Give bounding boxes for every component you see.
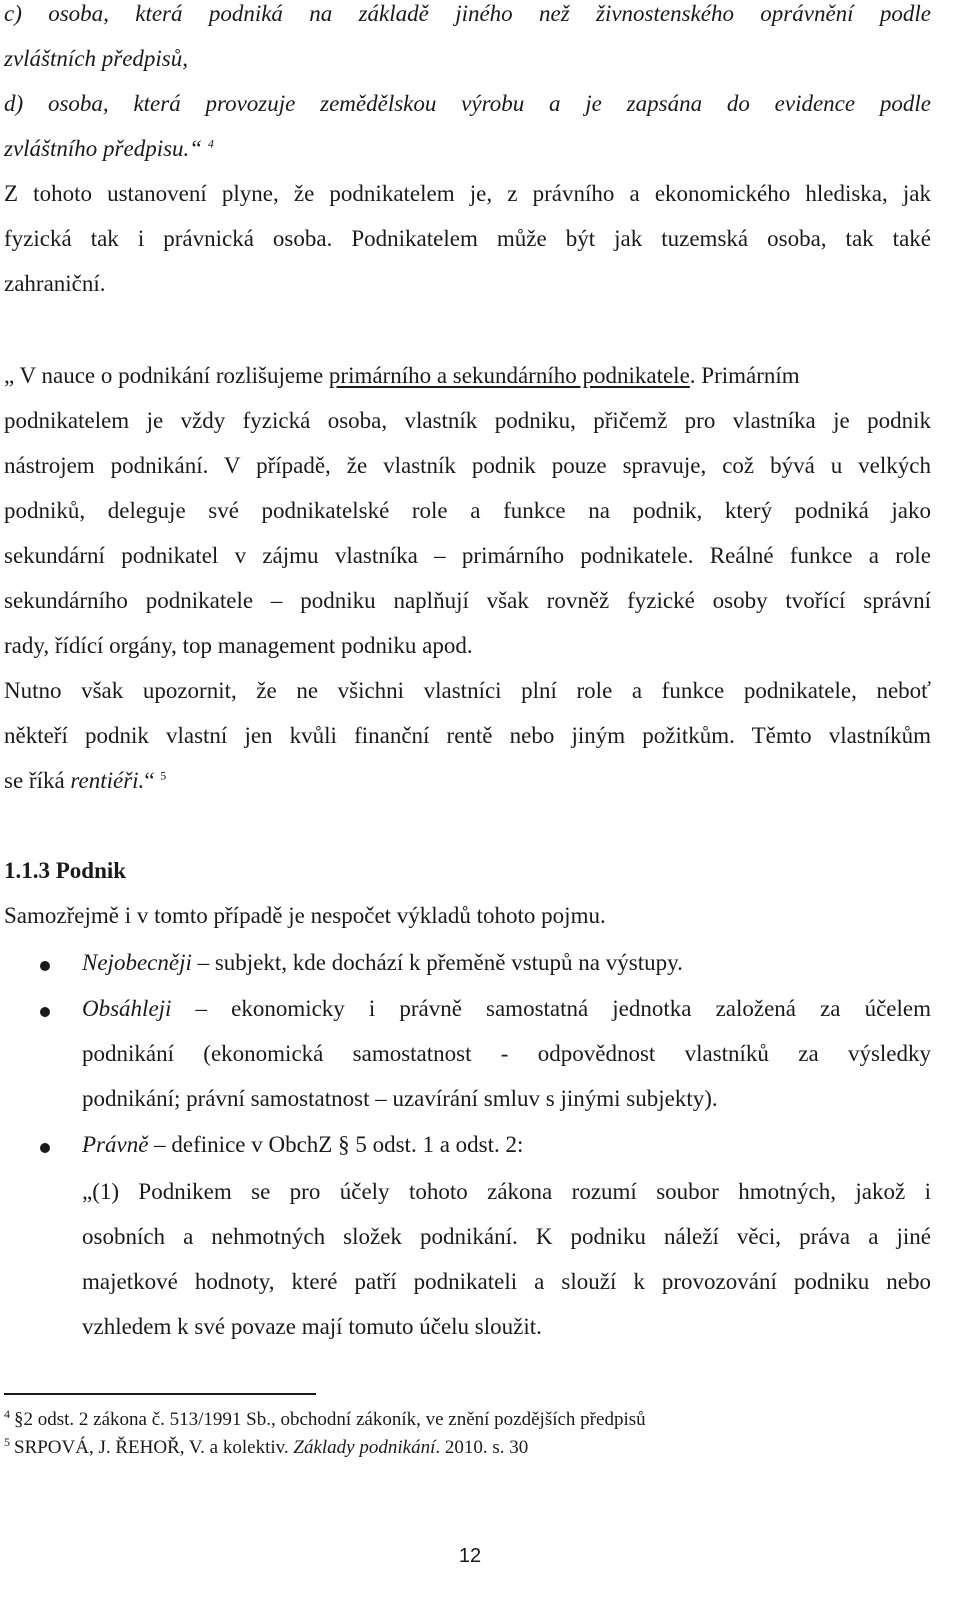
bullet-2-text: – ekonomicky i právně samostatná jednotka založená za účelem: [171, 996, 931, 1021]
bullet-2-italic: Obsáhleji: [82, 996, 172, 1021]
bullet-marker-3: [40, 1143, 50, 1153]
para3-line3: [4, 767, 931, 795]
para3-line1: Nutno však upozornit, že ne všichni vlastníci plní role a funkce podnikatele, neboť: [4, 678, 931, 703]
footnote-ref-4[interactable]: 4: [207, 136, 214, 151]
bullet-1-line1: [82, 949, 931, 977]
para1-line3: zahraniční.: [4, 271, 106, 296]
bullet-3-line1: [82, 1131, 931, 1159]
para2-underlined-term: primárního a sekundárního podnikatele: [328, 363, 690, 388]
bullet-marker-2: [40, 1007, 50, 1017]
para2-line3: nástrojem podnikání. V případě, že vlastník podnik pouze spravuje, což bývá u velkých: [4, 453, 931, 478]
bullet-2-line2: podnikání (ekonomická samostatnost - odpovědnost vlastníků za výsledky: [82, 1041, 931, 1066]
footnote-4-number: 4: [4, 1406, 10, 1421]
list-item-d-text: zvláštního předpisu.“: [4, 136, 203, 161]
bullet-3-quote-line3: majetkové hodnoty, které patří podnikateli a slouží k provozování podniku nebo: [82, 1269, 931, 1294]
list-item-c-line1: c) osoba, která podniká na základě jiného než živnostenského oprávnění podle: [4, 1, 931, 26]
para2-line1-start: „ V nauce o podnikání rozlišujeme: [4, 363, 329, 388]
bullet-3-italic: Právně: [82, 1132, 149, 1157]
list-item-d-line1: d) osoba, která provozuje zemědělskou výrobu a je zapsána do evidence podle: [4, 91, 931, 116]
para2-line2: podnikatelem je vždy fyzická osoba, vlastník podniku, přičemž pro vlastníka je podnik: [4, 408, 931, 433]
bullet-marker-1: [40, 961, 50, 971]
para3-italic-term: rentiéři.: [70, 768, 145, 793]
page-number: 12: [458, 1545, 482, 1567]
bullet-3-quote-line2: osobních a nehmotných složek podnikání. K podniku náleží věci, práva a jiné: [82, 1224, 931, 1249]
para3-line2: někteří podnik vlastní jen kvůli finanční rentě nebo jiným požitkům. Těmto vlastníkům: [4, 723, 931, 748]
para1-line1: Z tohoto ustanovení plyne, že podnikatelem je, z právního a ekonomického hlediska, jak: [4, 181, 931, 206]
para2-line4: podniků, deleguje své podnikatelské role a funkce na podnik, který podniká jako: [4, 498, 931, 523]
section-intro: Samozřejmě i v tomto případě je nespočet výkladů tohoto pojmu.: [4, 903, 606, 928]
bullet-3-text: – definice v ObchZ § 5 odst. 1 a odst. 2:: [148, 1132, 524, 1157]
para2-line1: [4, 362, 931, 390]
para3-line3-end: “: [144, 768, 155, 793]
footnote-separator: [4, 1393, 316, 1395]
footnote-5: [4, 1436, 528, 1460]
footnote-5-title: Základy podnikání: [293, 1437, 436, 1458]
footnote-4: [4, 1408, 646, 1432]
para2-line5: sekundární podnikatel v zájmu vlastníka – primárního podnikatele. Reálné funkce a role: [4, 543, 931, 568]
footnote-ref-5[interactable]: 5: [160, 768, 167, 783]
bullet-2-line3: podnikání; právní samostatnost – uzavírání smluv s jinými subjekty).: [82, 1086, 718, 1111]
bullet-2-line1: [82, 995, 931, 1023]
footnote-5-start: SRPOVÁ, J. ŘEHOŘ, V. a kolektiv.: [14, 1437, 294, 1458]
bullet-3-quote-line4: vzhledem k své povaze mají tomuto účelu sloužit.: [82, 1314, 542, 1339]
para3-line3-start: se říká: [4, 768, 71, 793]
bullet-1-italic: Nejobecněji: [82, 950, 192, 975]
para2-line1-end: . Primárním: [689, 363, 800, 388]
footnote-5-end: . 2010. s. 30: [435, 1437, 529, 1458]
bullet-1-text: – subjekt, kde dochází k přeměně vstupů na výstupy.: [191, 950, 683, 975]
para2-line7: rady, řídící orgány, top management podniku apod.: [4, 633, 473, 658]
footnote-5-number: 5: [4, 1434, 10, 1449]
section-heading: 1.1.3 Podnik: [4, 858, 127, 883]
footnote-4-text: §2 odst. 2 zákona č. 513/1991 Sb., obchodní zákoník, ve znění pozdějších předpisů: [14, 1409, 646, 1430]
para1-line2: fyzická tak i právnická osoba. Podnikatelem může být jak tuzemská osoba, tak také: [4, 226, 931, 251]
list-item-c-line2: zvláštních předpisů,: [4, 46, 188, 71]
list-item-d-line2: [4, 135, 931, 163]
para2-line6: sekundárního podnikatele – podniku naplňují však rovněž fyzické osoby tvořící správní: [4, 588, 931, 613]
bullet-3-quote-line1: „(1) Podnikem se pro účely tohoto zákona rozumí soubor hmotných, jakož i: [82, 1179, 931, 1204]
